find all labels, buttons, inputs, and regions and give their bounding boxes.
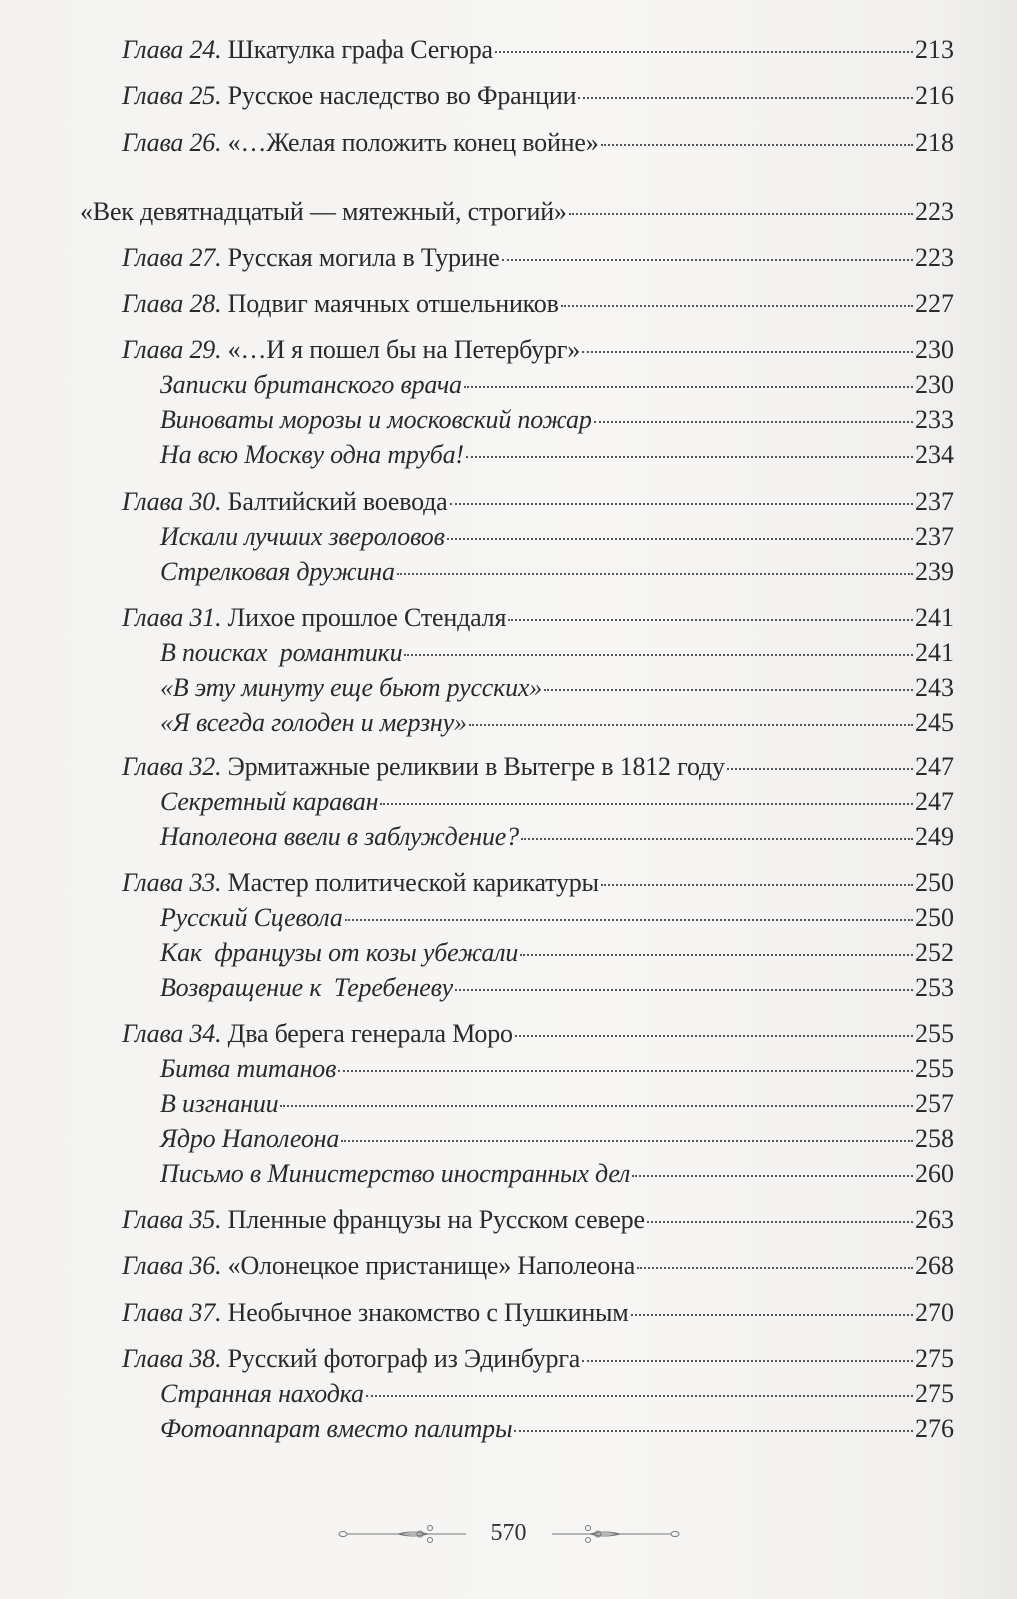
chapter-number: Глава 34.: [122, 1019, 222, 1048]
dot-leader: [521, 838, 913, 840]
page-ref: 270: [915, 1298, 954, 1327]
toc-entry-label: [160, 1052, 336, 1086]
toc-entry-sub: [160, 1412, 954, 1446]
entry-title: На всю Москву одна труба!: [160, 440, 464, 469]
toc-entry-label: [122, 1203, 645, 1237]
page-ref: 216: [915, 81, 954, 110]
toc-entry-label: [122, 750, 725, 784]
toc-entry-chapter: [122, 1342, 954, 1376]
entry-title: Пленные французы на Русском севере: [221, 1205, 645, 1234]
toc-entry-chapter: [122, 601, 954, 635]
ornament-right-icon: [545, 1522, 680, 1546]
toc-entry-label: [160, 555, 395, 589]
toc-entry-label: [122, 287, 559, 321]
entry-title: Странная находка: [160, 1379, 364, 1408]
page-ref: 239: [915, 557, 954, 586]
dot-leader: [578, 97, 913, 99]
dot-leader: [544, 689, 913, 691]
page-ref: 237: [915, 487, 954, 516]
page-ref: 276: [915, 1414, 954, 1443]
entry-title: В поисках романтики: [160, 638, 403, 667]
page-ref: 260: [915, 1159, 954, 1188]
dot-leader: [495, 51, 913, 53]
entry-title: Лихое прошлое Стендаля: [221, 603, 507, 632]
toc-entry-sub: [160, 1377, 954, 1411]
chapter-number: Глава 30.: [122, 487, 222, 516]
page-number: 570: [490, 1520, 527, 1546]
toc-entry-chapter: [122, 79, 954, 113]
entry-title: «…Желая положить конец войне»: [221, 128, 599, 157]
page-ref: 253: [915, 973, 954, 1002]
toc-entry-label: [160, 1122, 339, 1156]
dot-leader: [601, 144, 913, 146]
entry-title: Искали лучших звероловов: [160, 522, 445, 551]
toc-entry-sub: [160, 1052, 954, 1086]
toc-entry-sub: [160, 555, 954, 589]
toc-entry-sub: [160, 706, 954, 740]
entry-title: Стрелковая дружина: [160, 557, 395, 586]
entry-title: Фотоаппарат вместо палитры: [160, 1414, 513, 1443]
toc-entry-label: [160, 1377, 364, 1411]
entry-title: Русская могила в Турине: [221, 243, 500, 272]
entry-title: Письмо в Министерство иностранных дел: [160, 1159, 631, 1188]
ornament-left-icon: [338, 1522, 473, 1546]
page-ref: 275: [915, 1344, 954, 1373]
toc-entry-label: [160, 368, 462, 402]
entry-title: Русский Сцевола: [160, 903, 343, 932]
chapter-number: Глава 33.: [122, 868, 222, 897]
page-ref: 218: [915, 128, 954, 157]
entry-title: Необычное знакомство с Пушкиным: [221, 1298, 629, 1327]
toc-entry-label: [122, 126, 599, 160]
page-ref: 227: [915, 289, 954, 318]
dot-leader: [502, 259, 913, 261]
toc-entry-sub: [160, 936, 954, 970]
dot-leader: [582, 1360, 913, 1362]
entry-title: Мастер политической карикатуры: [221, 868, 599, 897]
dot-leader: [582, 351, 913, 353]
entry-title: «Век девятнадцатый — мятежный, строгий»: [80, 197, 567, 226]
dot-leader: [345, 919, 913, 921]
toc-entry-sub: [160, 636, 954, 670]
entry-title: Виноваты морозы и московский пожар: [160, 405, 592, 434]
dot-leader: [366, 1395, 913, 1397]
toc-entry-label: [122, 485, 448, 519]
dot-leader: [455, 989, 913, 991]
toc-entry-label: [160, 1087, 278, 1121]
toc-entry-chapter: [122, 287, 954, 321]
toc-entry-sub: [160, 368, 954, 402]
entry-title: Возвращение к Теребеневу: [160, 973, 454, 1002]
toc-entry-chapter: [122, 1249, 954, 1283]
entry-title: Битва титанов: [160, 1054, 337, 1083]
entry-title: Два берега генерала Моро: [221, 1019, 513, 1048]
toc-entry-label: [122, 601, 506, 635]
page-ref: 230: [915, 335, 954, 364]
toc-entry-sub: [160, 785, 954, 819]
entry-title: Секретный караван: [160, 787, 379, 816]
dot-leader: [631, 1314, 913, 1316]
entry-title: «В эту минуту еще бьют русских»: [160, 673, 543, 702]
dot-leader: [469, 724, 913, 726]
toc-entry-label: [160, 901, 343, 935]
page-ref: 243: [915, 673, 954, 702]
page-ref: 234: [915, 440, 954, 469]
toc-entry-sub: [160, 520, 954, 554]
chapter-number: Глава 31.: [122, 603, 222, 632]
page-ref: 255: [915, 1019, 954, 1048]
entry-title: Русский фотограф из Эдинбурга: [221, 1344, 581, 1373]
dot-leader: [447, 538, 913, 540]
toc-entry-sub: [160, 901, 954, 935]
toc-entry-label: [160, 1412, 512, 1446]
toc-entry-label: [160, 1157, 630, 1191]
toc-entry-label: [160, 520, 445, 554]
entry-title: Как французы от козы убежали: [160, 938, 519, 967]
dot-leader: [338, 1070, 913, 1072]
page-ref: 213: [915, 35, 954, 64]
dot-leader: [647, 1221, 913, 1223]
dot-leader: [466, 456, 913, 458]
entry-title: Шкатулка графа Сегюра: [221, 35, 493, 64]
toc-entry-chapter: [122, 485, 954, 519]
chapter-number: Глава 27.: [122, 243, 222, 272]
toc-entry-chapter: [122, 750, 954, 784]
page-ref: 249: [915, 822, 954, 851]
toc-entry-chapter: [122, 1296, 954, 1330]
page-ref: 252: [915, 938, 954, 967]
chapter-number: Глава 38.: [122, 1344, 222, 1373]
toc-entry-label: [160, 785, 378, 819]
toc-entry-chapter: [122, 241, 954, 275]
page-ref: 250: [915, 903, 954, 932]
toc-entry-label: [122, 1342, 580, 1376]
entry-title: «…И я пошел бы на Петербург»: [221, 335, 581, 364]
page-footer: [0, 1520, 1017, 1547]
chapter-number: Глава 24.: [122, 35, 222, 64]
dot-leader: [450, 503, 913, 505]
toc-entry-label: [122, 33, 493, 67]
page-ref: 241: [915, 603, 954, 632]
toc-entry-label: [122, 866, 599, 900]
page-ref: 268: [915, 1251, 954, 1280]
toc-entry-label: [160, 403, 592, 437]
toc-entry-part: [80, 195, 954, 229]
toc-entry-sub: [160, 1157, 954, 1191]
page-ref: 237: [915, 522, 954, 551]
toc-entry-label: [160, 438, 464, 472]
toc-entry-sub: [160, 971, 954, 1005]
toc-entry-chapter: [122, 1203, 954, 1237]
toc-entry-sub: [160, 671, 954, 705]
dot-leader: [601, 884, 913, 886]
toc-entry-label: [160, 971, 453, 1005]
dot-leader: [561, 305, 913, 307]
entry-title: «Олонецкое пристанище» Наполеона: [221, 1251, 636, 1280]
toc-entry-label: [122, 1017, 513, 1051]
chapter-number: Глава 26.: [122, 128, 222, 157]
chapter-number: Глава 32.: [122, 752, 222, 781]
dot-leader: [569, 213, 913, 215]
page-ref: 255: [915, 1054, 954, 1083]
dot-leader: [508, 619, 913, 621]
entry-title: Ядро Наполеона: [160, 1124, 340, 1153]
page-ref: 257: [915, 1089, 954, 1118]
toc-entry-chapter: [122, 1017, 954, 1051]
toc-entry-sub: [160, 403, 954, 437]
entry-title: В изгнании: [160, 1089, 279, 1118]
page-ref: 250: [915, 868, 954, 897]
page-ref: 223: [915, 243, 954, 272]
toc-entry-label: [122, 79, 576, 113]
dot-leader: [404, 654, 913, 656]
chapter-number: Глава 25.: [122, 81, 222, 110]
chapter-number: Глава 37.: [122, 1298, 222, 1327]
page-ref: 247: [915, 787, 954, 816]
toc-entry-label: [80, 195, 567, 229]
toc-entry-sub: [160, 820, 954, 854]
chapter-number: Глава 35.: [122, 1205, 222, 1234]
dot-leader: [637, 1267, 913, 1269]
page-ref: 263: [915, 1205, 954, 1234]
dot-leader: [520, 954, 913, 956]
toc-entry-label: [122, 1296, 629, 1330]
toc-entry-chapter: [122, 866, 954, 900]
entry-title: Эрмитажные реликвии в Вытегре в 1812 году: [221, 752, 725, 781]
entry-title: Русское наследство во Франции: [221, 81, 577, 110]
dot-leader: [594, 421, 913, 423]
toc-entry-label: [160, 936, 518, 970]
chapter-number: Глава 29.: [122, 335, 222, 364]
page-ref: 245: [915, 708, 954, 737]
page-ref: 258: [915, 1124, 954, 1153]
toc-entry-sub: [160, 1087, 954, 1121]
dot-leader: [515, 1035, 913, 1037]
toc-entry-chapter: [122, 33, 954, 67]
dot-leader: [380, 803, 913, 805]
entry-title: Подвиг маячных отшельников: [221, 289, 559, 318]
page-ref: 247: [915, 752, 954, 781]
toc-entry-label: [160, 820, 519, 854]
entry-title: Балтийский воевода: [221, 487, 448, 516]
toc-entry-label: [160, 636, 402, 670]
page-ref: 241: [915, 638, 954, 667]
dot-leader: [280, 1105, 913, 1107]
dot-leader: [632, 1175, 913, 1177]
entry-title: Наполеона ввели в заблуждение?: [160, 822, 519, 851]
toc-entry-label: [122, 333, 580, 367]
dot-leader: [397, 573, 913, 575]
dot-leader: [341, 1140, 913, 1142]
toc-entry-sub: [160, 1122, 954, 1156]
entry-title: Записки британского врача: [160, 370, 462, 399]
toc-entry-label: [160, 671, 542, 705]
chapter-number: Глава 28.: [122, 289, 222, 318]
dot-leader: [727, 768, 913, 770]
page-ref: 233: [915, 405, 954, 434]
chapter-number: Глава 36.: [122, 1251, 222, 1280]
toc-entry-label: [160, 706, 467, 740]
toc-entry-sub: [160, 438, 954, 472]
entry-title: «Я всегда голоден и мерзну»: [160, 708, 467, 737]
page-ref: 275: [915, 1379, 954, 1408]
toc-entry-label: [122, 1249, 635, 1283]
toc-entry-chapter: [122, 126, 954, 160]
toc-entry-chapter: [122, 333, 954, 367]
toc-entry-label: [122, 241, 500, 275]
dot-leader: [514, 1430, 913, 1432]
dot-leader: [464, 386, 913, 388]
page-ref: 230: [915, 370, 954, 399]
page-ref: 223: [915, 197, 954, 226]
